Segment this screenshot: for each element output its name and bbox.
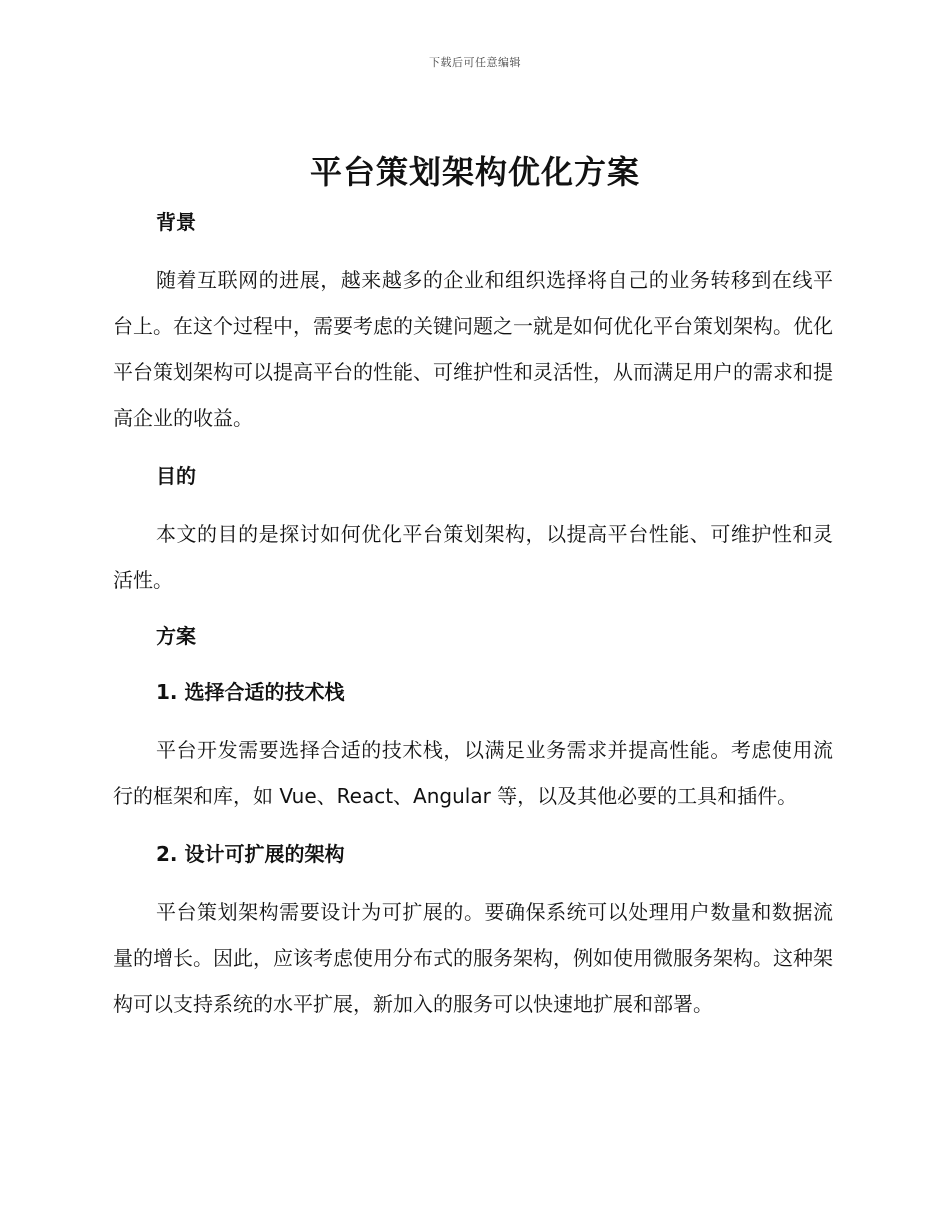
plan-item-1-paragraph: 平台开发需要选择合适的技术栈，以满足业务需求并提高性能。考虑使用流行的框架和库，如 Vue、React、Angular 等，以及其他必要的工具和插件。 [113,738,833,808]
document-body [113,199,833,1027]
document-title: 平台策划架构优化方案 [309,153,640,191]
section-heading-background: 背景 [156,210,196,234]
page-header-note: 下载后可任意编辑 [429,56,521,69]
plan-item-1-heading: 1. 选择合适的技术栈 [156,680,345,704]
purpose-paragraph: 本文的目的是探讨如何优化平台策划架构，以提高平台性能、可维护性和灵活性。 [113,522,833,592]
plan-item-2-paragraph: 平台策划架构需要设计为可扩展的。要确保系统可以处理用户数量和数据流量的增长。因此，应该考虑使用分布式的服务架构，例如使用微服务架构。这种架构可以支持系统的水平扩展，新加入的服务可以快速地扩展和部署。 [113,900,833,1016]
background-paragraph: 随着互联网的进展，越来越多的企业和组织选择将自己的业务转移到在线平台上。在这个过程中，需要考虑的关键问题之一就是如何优化平台策划架构。优化平台策划架构可以提高平台的性能、可维护性和灵活性，从而满足用户的需求和提高企业的收益。 [113,268,833,430]
plan-item-2-heading: 2. 设计可扩展的架构 [156,842,345,866]
section-heading-plan: 方案 [156,624,196,648]
section-heading-purpose: 目的 [156,464,196,488]
